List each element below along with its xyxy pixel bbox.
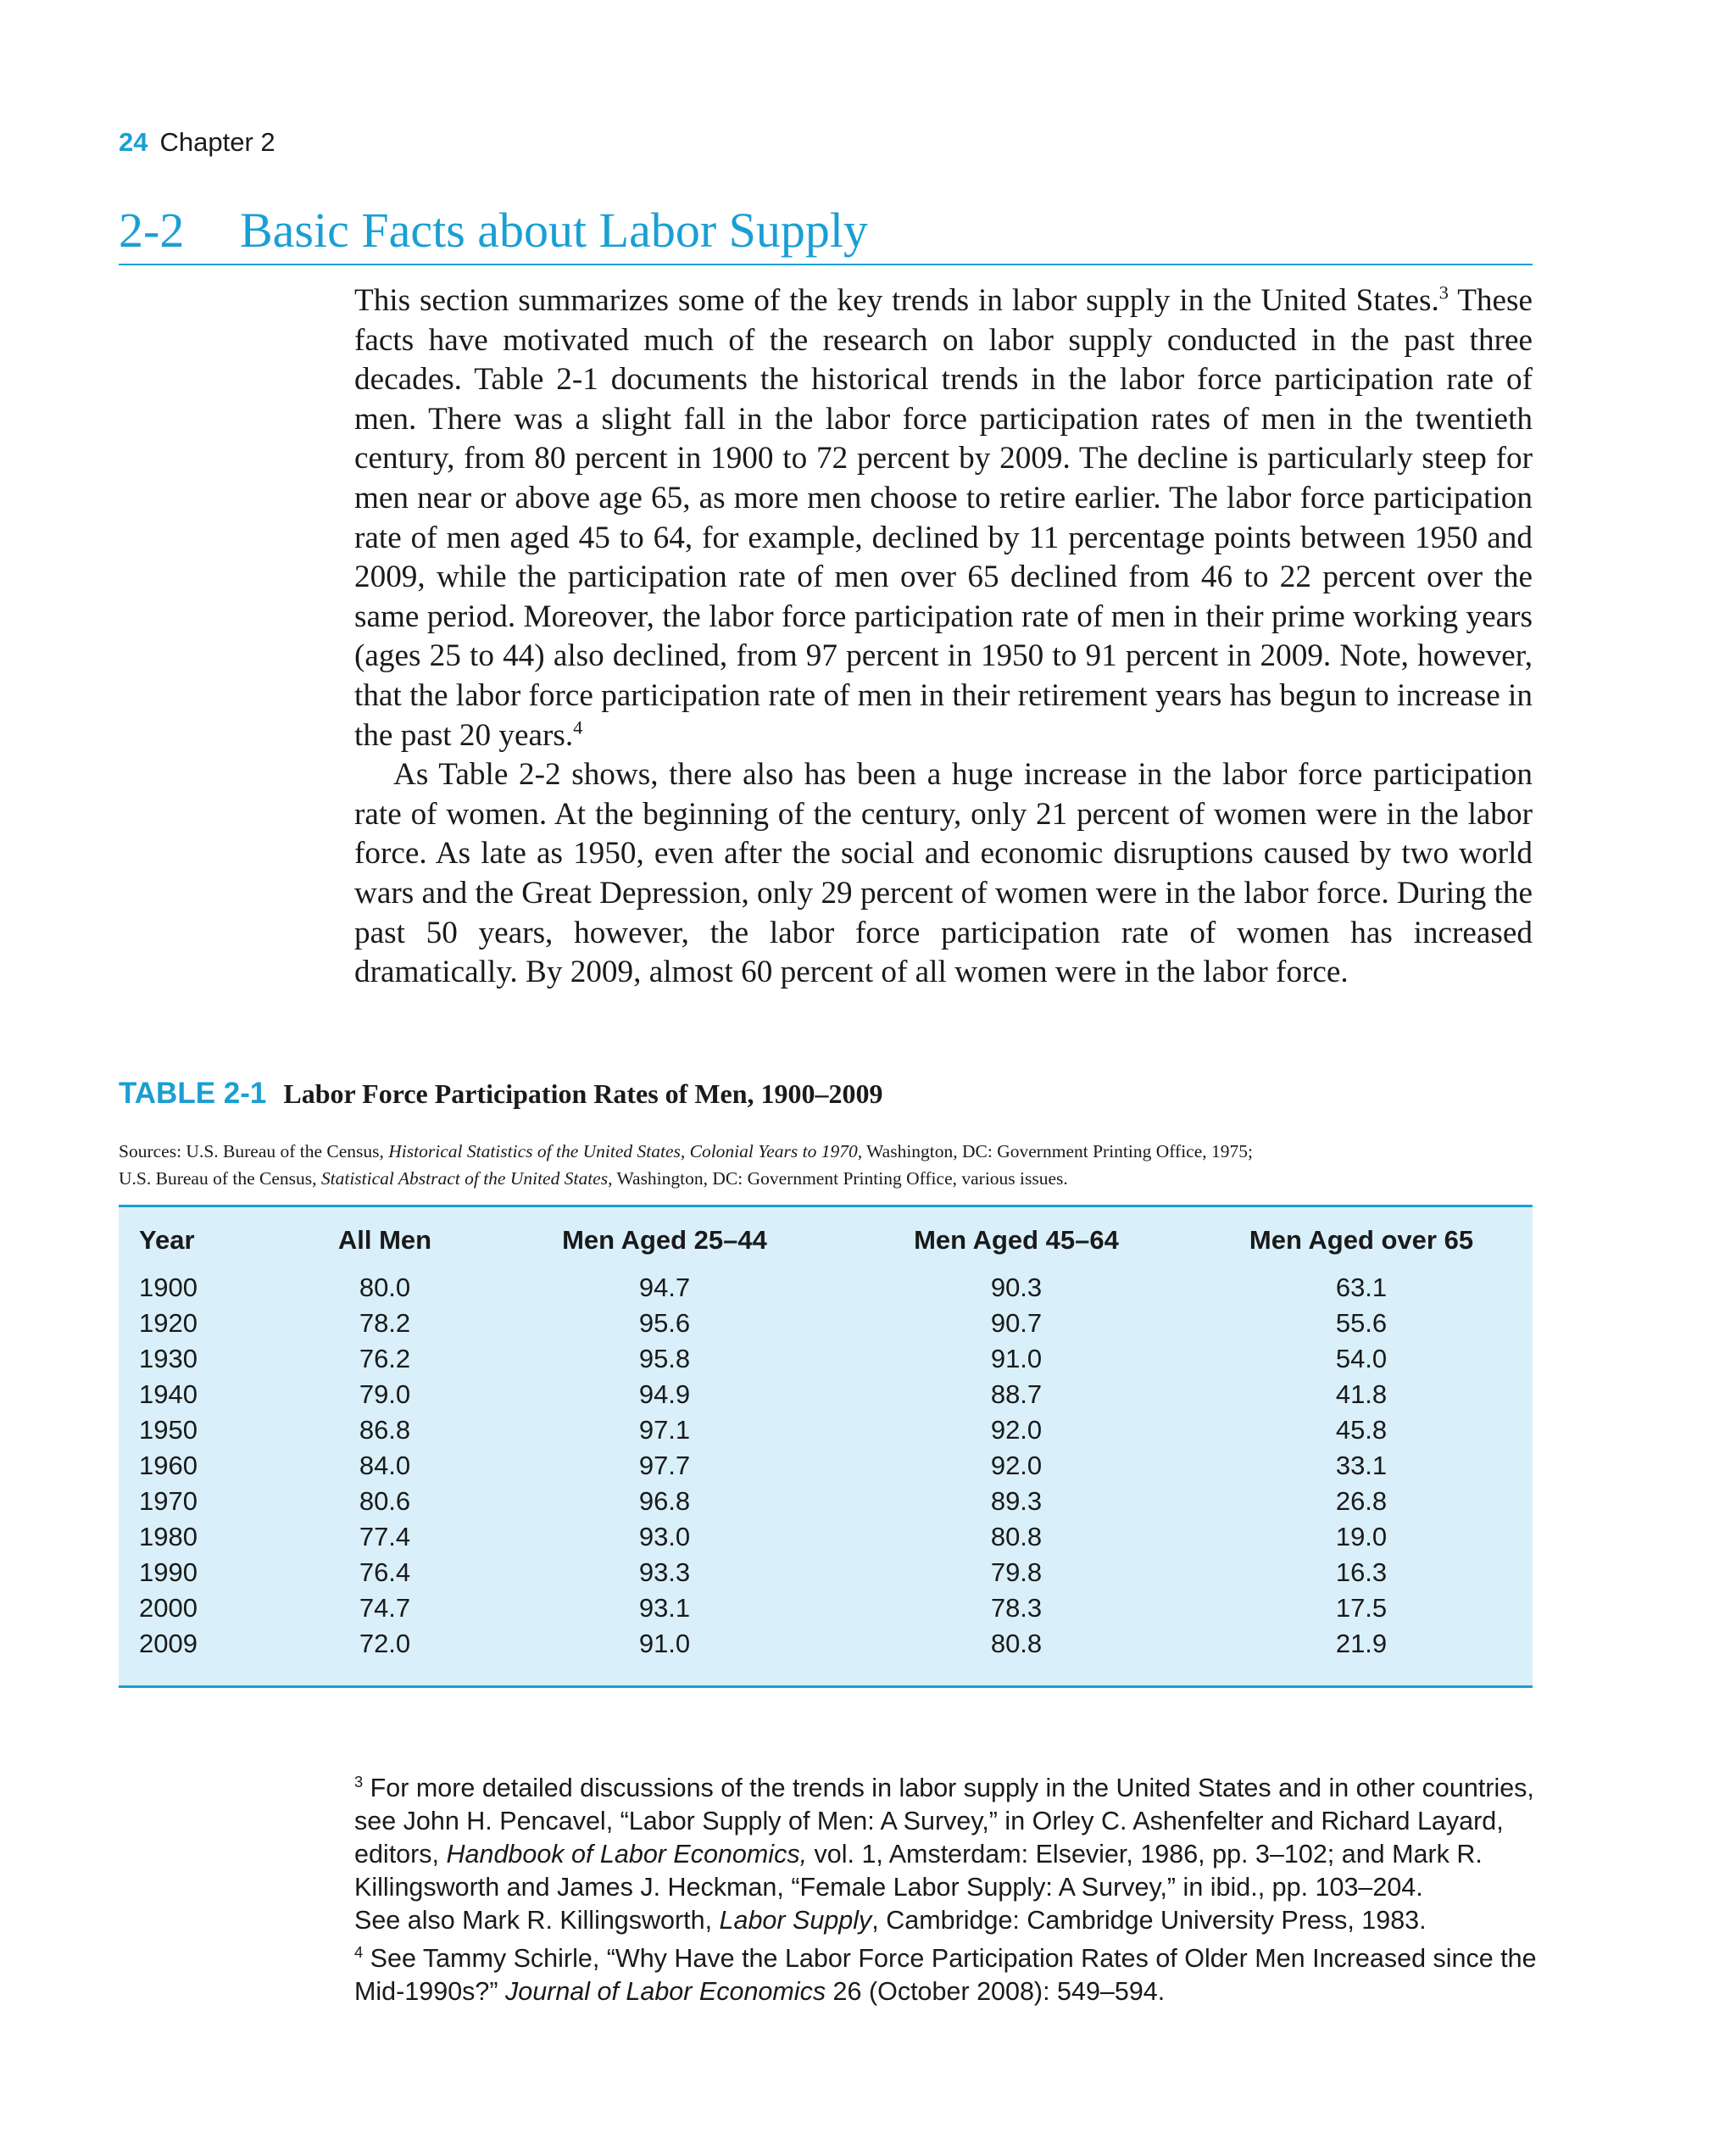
table-cell: 2009 [139,1629,198,1658]
table-cell: 1960 [139,1451,198,1480]
table-row [119,1306,1533,1341]
table-cell: 63.1 [1335,1273,1388,1302]
table-title: Labor Force Participation Rates of Men, 1900–2009 [283,1078,883,1109]
footnote-number: 4 [354,1943,364,1962]
table-caption [119,1077,883,1111]
footnote-text: For more detailed discussions of the trends in labor supply in the United States and in other countries, see John H. Pencavel, “Labor Supply of Men: A Survey,” in Orley C. Ashenfelter and Richard Layard, editors, [354,1774,1534,1869]
table-cell: 77.4 [359,1522,411,1551]
sources-text: Washington, DC: Government Printing Office, various issues. [612,1168,1068,1189]
footnote-ref-3: 3 [1438,281,1449,304]
footnote-italic: Handbook of Labor Economics, [446,1840,808,1869]
table-cell: 16.3 [1335,1557,1388,1587]
table-header-row [119,1219,1533,1267]
table-cell: 79.0 [359,1379,411,1409]
table-row [119,1555,1533,1590]
table-cell: 1920 [139,1308,198,1338]
table-cell: 90.7 [990,1308,1043,1338]
table-cell: 1950 [139,1415,198,1445]
table-cell: 97.7 [638,1451,691,1480]
table-cell: 80.0 [359,1273,411,1302]
table-cell: 17.5 [1335,1593,1388,1623]
table-cell: 1970 [139,1486,198,1516]
table-sources [119,1138,1551,1192]
footnote-italic: Journal of Labor Economics [505,1977,826,2006]
sources-title-italic: Statistical Abstract of the United States, [320,1168,613,1189]
table-cell: 88.7 [990,1379,1043,1409]
sources-text: Washington, DC: Government Printing Office, 1975; [862,1141,1253,1161]
table-cell: 1940 [139,1379,198,1409]
table-body [119,1267,1533,1662]
table-cell: 93.3 [638,1557,691,1587]
table-cell: 1930 [139,1344,198,1373]
footnote-ref-4: 4 [573,716,583,738]
table-cell: 93.0 [638,1522,691,1551]
table-cell: 2000 [139,1593,198,1623]
table-cell: 78.3 [990,1593,1043,1623]
footnote-number: 3 [354,1773,364,1791]
table-cell: 74.7 [359,1593,411,1623]
table-cell: 76.2 [359,1344,411,1373]
table-row [119,1626,1533,1662]
table-cell: 26.8 [1335,1486,1388,1516]
footnote-text: See also Mark R. Killingsworth, [354,1906,720,1935]
table-row [119,1377,1533,1412]
table-cell: 97.1 [638,1415,691,1445]
table-cell: 78.2 [359,1308,411,1338]
table-cell: 72.0 [359,1629,411,1658]
table-cell: 21.9 [1335,1629,1388,1658]
table-cell: 1980 [139,1522,198,1551]
column-header: Men Aged over 65 [1249,1225,1474,1255]
running-head [119,127,275,158]
table-row [119,1341,1533,1377]
footnote-italic: Labor Supply [719,1906,872,1935]
sources-text: Sources: U.S. Bureau of the Census, [119,1141,389,1161]
table-cell: 92.0 [990,1415,1043,1445]
table-cell: 95.8 [638,1344,691,1373]
table-cell: 96.8 [638,1486,691,1516]
table-cell: 54.0 [1335,1344,1388,1373]
column-header: Year [139,1225,195,1255]
table-cell: 95.6 [638,1308,691,1338]
table-cell: 33.1 [1335,1451,1388,1480]
table-cell: 90.3 [990,1273,1043,1302]
table-cell: 94.7 [638,1273,691,1302]
table-cell: 45.8 [1335,1415,1388,1445]
body-text [354,281,1533,993]
section-number: 2-2 [119,203,185,258]
participation-table [119,1205,1533,1688]
footnotes [354,1772,1537,2014]
section-title: Basic Facts about Labor Supply [240,203,869,258]
table-cell: 80.6 [359,1486,411,1516]
footnote-text: , Cambridge: Cambridge University Press, 1983. [871,1906,1427,1935]
footnote-text: 26 (October 2008): 549–594. [826,1977,1166,2006]
paragraph-1 [354,281,1533,755]
table-cell: 1990 [139,1557,198,1587]
table-row [119,1412,1533,1448]
table-row [119,1267,1533,1306]
footnote-text: See Tammy Schirle, “Why Have the Labor Force Participation Rates of Older Men Increased since the Mid-1990s?” [354,1944,1537,2006]
table-cell: 79.8 [990,1557,1043,1587]
table-cell: 41.8 [1335,1379,1388,1409]
column-header: Men Aged 25–44 [562,1225,767,1255]
column-header: All Men [337,1225,432,1255]
table-row [119,1484,1533,1519]
table-cell: 84.0 [359,1451,411,1480]
table-cell: 80.8 [990,1522,1043,1551]
table-cell: 19.0 [1335,1522,1388,1551]
table-cell: 91.0 [990,1344,1043,1373]
sources-text: U.S. Bureau of the Census, [119,1168,321,1189]
table-cell: 94.9 [638,1379,691,1409]
table-cell: 76.4 [359,1557,411,1587]
sources-title-italic: Historical Statistics of the United States, Colonial Years to 1970, [388,1141,863,1161]
table-cell: 91.0 [638,1629,691,1658]
page-number: 24 [119,127,148,157]
footnote-text: vol. 1, Amsterdam: Elsevier, 1986, pp. 3–102; and Mark R. Killingsworth and James J. Heckman, “Female Labor Supply: A Survey,” in ibid., pp. 103–204. [354,1840,1483,1902]
table-cell: 89.3 [990,1486,1043,1516]
footnote-3 [354,1772,1537,1937]
table-row [119,1448,1533,1484]
table-cell: 55.6 [1335,1308,1388,1338]
section-heading [119,202,1533,265]
paragraph-2: As Table 2-2 shows, there also has been a huge increase in the labor force participation rate of women. At the beginning of the century, only 21 percent of women were in the labor force. As late as 1950, even after the social and economic disruptions caused by two world wars and the Great Depression, only 29 percent of women were in the labor force. During the past 50 years, however, the labor force participation rate of women has increased dramatically. By 2009, almost 60 percent of all women were in the labor force. [354,757,1533,990]
footnote-4 [354,1942,1537,2008]
table-row [119,1590,1533,1626]
table-cell: 80.8 [990,1629,1043,1658]
table-label: TABLE 2-1 [119,1077,267,1110]
data-table [119,1219,1533,1662]
column-header: Men Aged 45–64 [914,1225,1119,1255]
table-cell: 93.1 [638,1593,691,1623]
chapter-label: Chapter 2 [159,127,275,157]
table-cell: 92.0 [990,1451,1043,1480]
table-cell: 86.8 [359,1415,411,1445]
table-row [119,1519,1533,1555]
table-cell: 1900 [139,1273,198,1302]
paragraph-1-text-a: This section summarizes some of the key trends in labor supply in the United States. [354,283,1439,318]
paragraph-1-text-b: These facts have motivated much of the research on labor supply conducted in the past three decades. Table 2-1 documents the historical trends in the labor force participation rate of men. There was a slight fall in the labor force participation rates of men in the twentieth century, from 80 percent in 1900 to 72 percent by 2009. The decline is particularly steep for men near or above age 65, as more men choose to retire earlier. The labor force participation rate of men aged 45 to 64, for example, declined by 11 percentage points between 1950 and 2009, while the participation rate of men over 65 declined from 46 to 22 percent over the same period. Moreover, the labor force participation rate of men in their prime working years (ages 25 to 44) also declined, from 97 percent in 1950 to 91 percent in 2009. Note, however, that the labor force participation rate of men in their retirement years has begun to increase in the past 20 years. [354,283,1533,753]
